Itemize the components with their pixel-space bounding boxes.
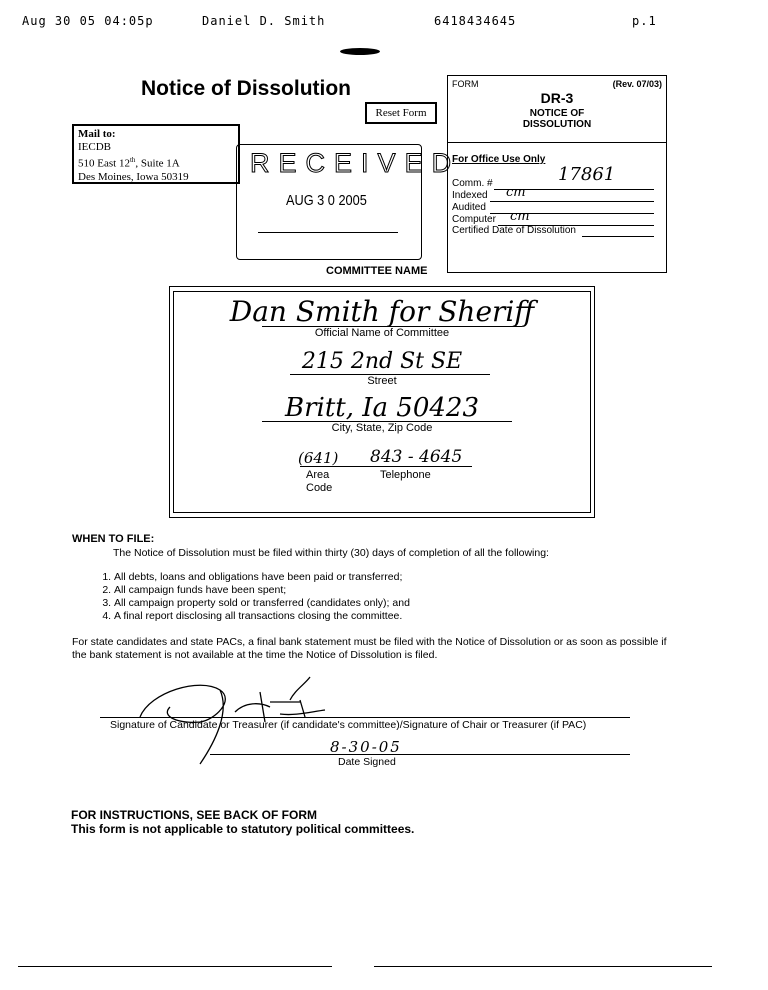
when-to-file-intro: The Notice of Dissolution must be filed within thirty (30) days of completion of all the following: <box>113 547 549 559</box>
mail-to-box <box>72 124 240 184</box>
instructions-line1: FOR INSTRUCTIONS, SEE BACK OF FORM <box>71 808 317 822</box>
fax-phone: 6418434645 <box>434 14 517 28</box>
comm-label: Comm. # <box>452 178 493 189</box>
footer-line-left <box>18 966 332 967</box>
date-signed-label: Date Signed <box>338 756 396 768</box>
audited-label: Audited <box>452 202 486 213</box>
stamp-received-word: RECEIVED <box>250 148 461 178</box>
area-code-value: (641) <box>298 449 339 467</box>
received-stamp <box>236 140 461 260</box>
committee-box <box>169 286 595 518</box>
form-name-line2: DISSOLUTION <box>522 119 592 130</box>
list-item: 4. A final report disclosing all transactions closing the committee. <box>114 610 598 623</box>
mail-to-line2: 510 East 12th, Suite 1A <box>78 156 180 170</box>
list-item: 2. All campaign funds have been spent; <box>114 584 598 597</box>
computer-value: cm <box>510 209 530 224</box>
form-info-box <box>447 75 667 273</box>
street-label: Street <box>367 375 397 387</box>
comm-value: 17861 <box>558 164 616 185</box>
mail-to-label: Mail to: <box>78 128 116 140</box>
committee-name-value: Dan Smith for Sheriff <box>229 295 535 328</box>
stamp-date: AUG 3 0 2005 <box>286 192 367 209</box>
fax-sender: Daniel D. Smith <box>202 14 326 28</box>
certified-label: Certified Date of Dissolution <box>452 225 576 236</box>
mail-to-line3: Des Moines, Iowa 50319 <box>78 170 189 183</box>
office-use-label: For Office Use Only <box>452 154 546 165</box>
form-code: DR-3 <box>540 90 574 106</box>
form-label: FORM <box>452 79 479 89</box>
telephone-label: Telephone <box>380 469 431 481</box>
date-signed-value: 8-30-05 <box>330 738 402 756</box>
footer-line-right <box>374 966 712 967</box>
list-item: 3. All campaign property sold or transferred (candidates only); and <box>114 597 598 610</box>
form-rev: (Rev. 07/03) <box>612 79 662 89</box>
signature-label: Signature of Candidate or Treasurer (if candidate's committee)/Signature of Chair or Treasurer (if PAC) <box>110 719 587 731</box>
committee-name-label: Official Name of Committee <box>314 327 450 339</box>
indexed-label: Indexed <box>452 190 488 201</box>
city-label: City, State, Zip Code <box>331 422 433 434</box>
area-label-1: Area <box>306 469 330 481</box>
scan-mark <box>340 48 380 55</box>
when-to-file-list <box>98 571 598 623</box>
fax-datetime: Aug 30 05 04:05p <box>22 14 154 28</box>
state-candidates-note: For state candidates and state PACs, a final bank statement must be filed with the Notice of Dissolution or as soon as possible if the bank statement is not available at the time the Notice of Dissolution is filed. <box>72 636 667 661</box>
form-name-line1: NOTICE OF <box>529 108 585 119</box>
page-title: Notice of Dissolution <box>141 77 351 100</box>
city-value: Britt, Ia 50423 <box>284 393 480 423</box>
reset-form-button[interactable]: Reset Form <box>365 102 437 124</box>
instructions-line2: This form is not applicable to statutory political committees. <box>71 822 415 836</box>
fax-page: p.1 <box>632 14 657 28</box>
computer-label: Computer <box>452 214 496 225</box>
indexed-value: cm <box>506 185 526 200</box>
committee-heading: COMMITTEE NAME <box>326 265 428 277</box>
street-value: 215 2nd St SE <box>301 349 463 374</box>
mail-to-line1: IECDB <box>78 141 111 153</box>
when-to-file-heading: WHEN TO FILE: <box>72 533 155 545</box>
list-item: 1. All debts, loans and obligations have been paid or transferred; <box>114 571 598 584</box>
area-label-2: Code <box>306 482 333 494</box>
telephone-value: 843 - 4645 <box>370 447 463 467</box>
